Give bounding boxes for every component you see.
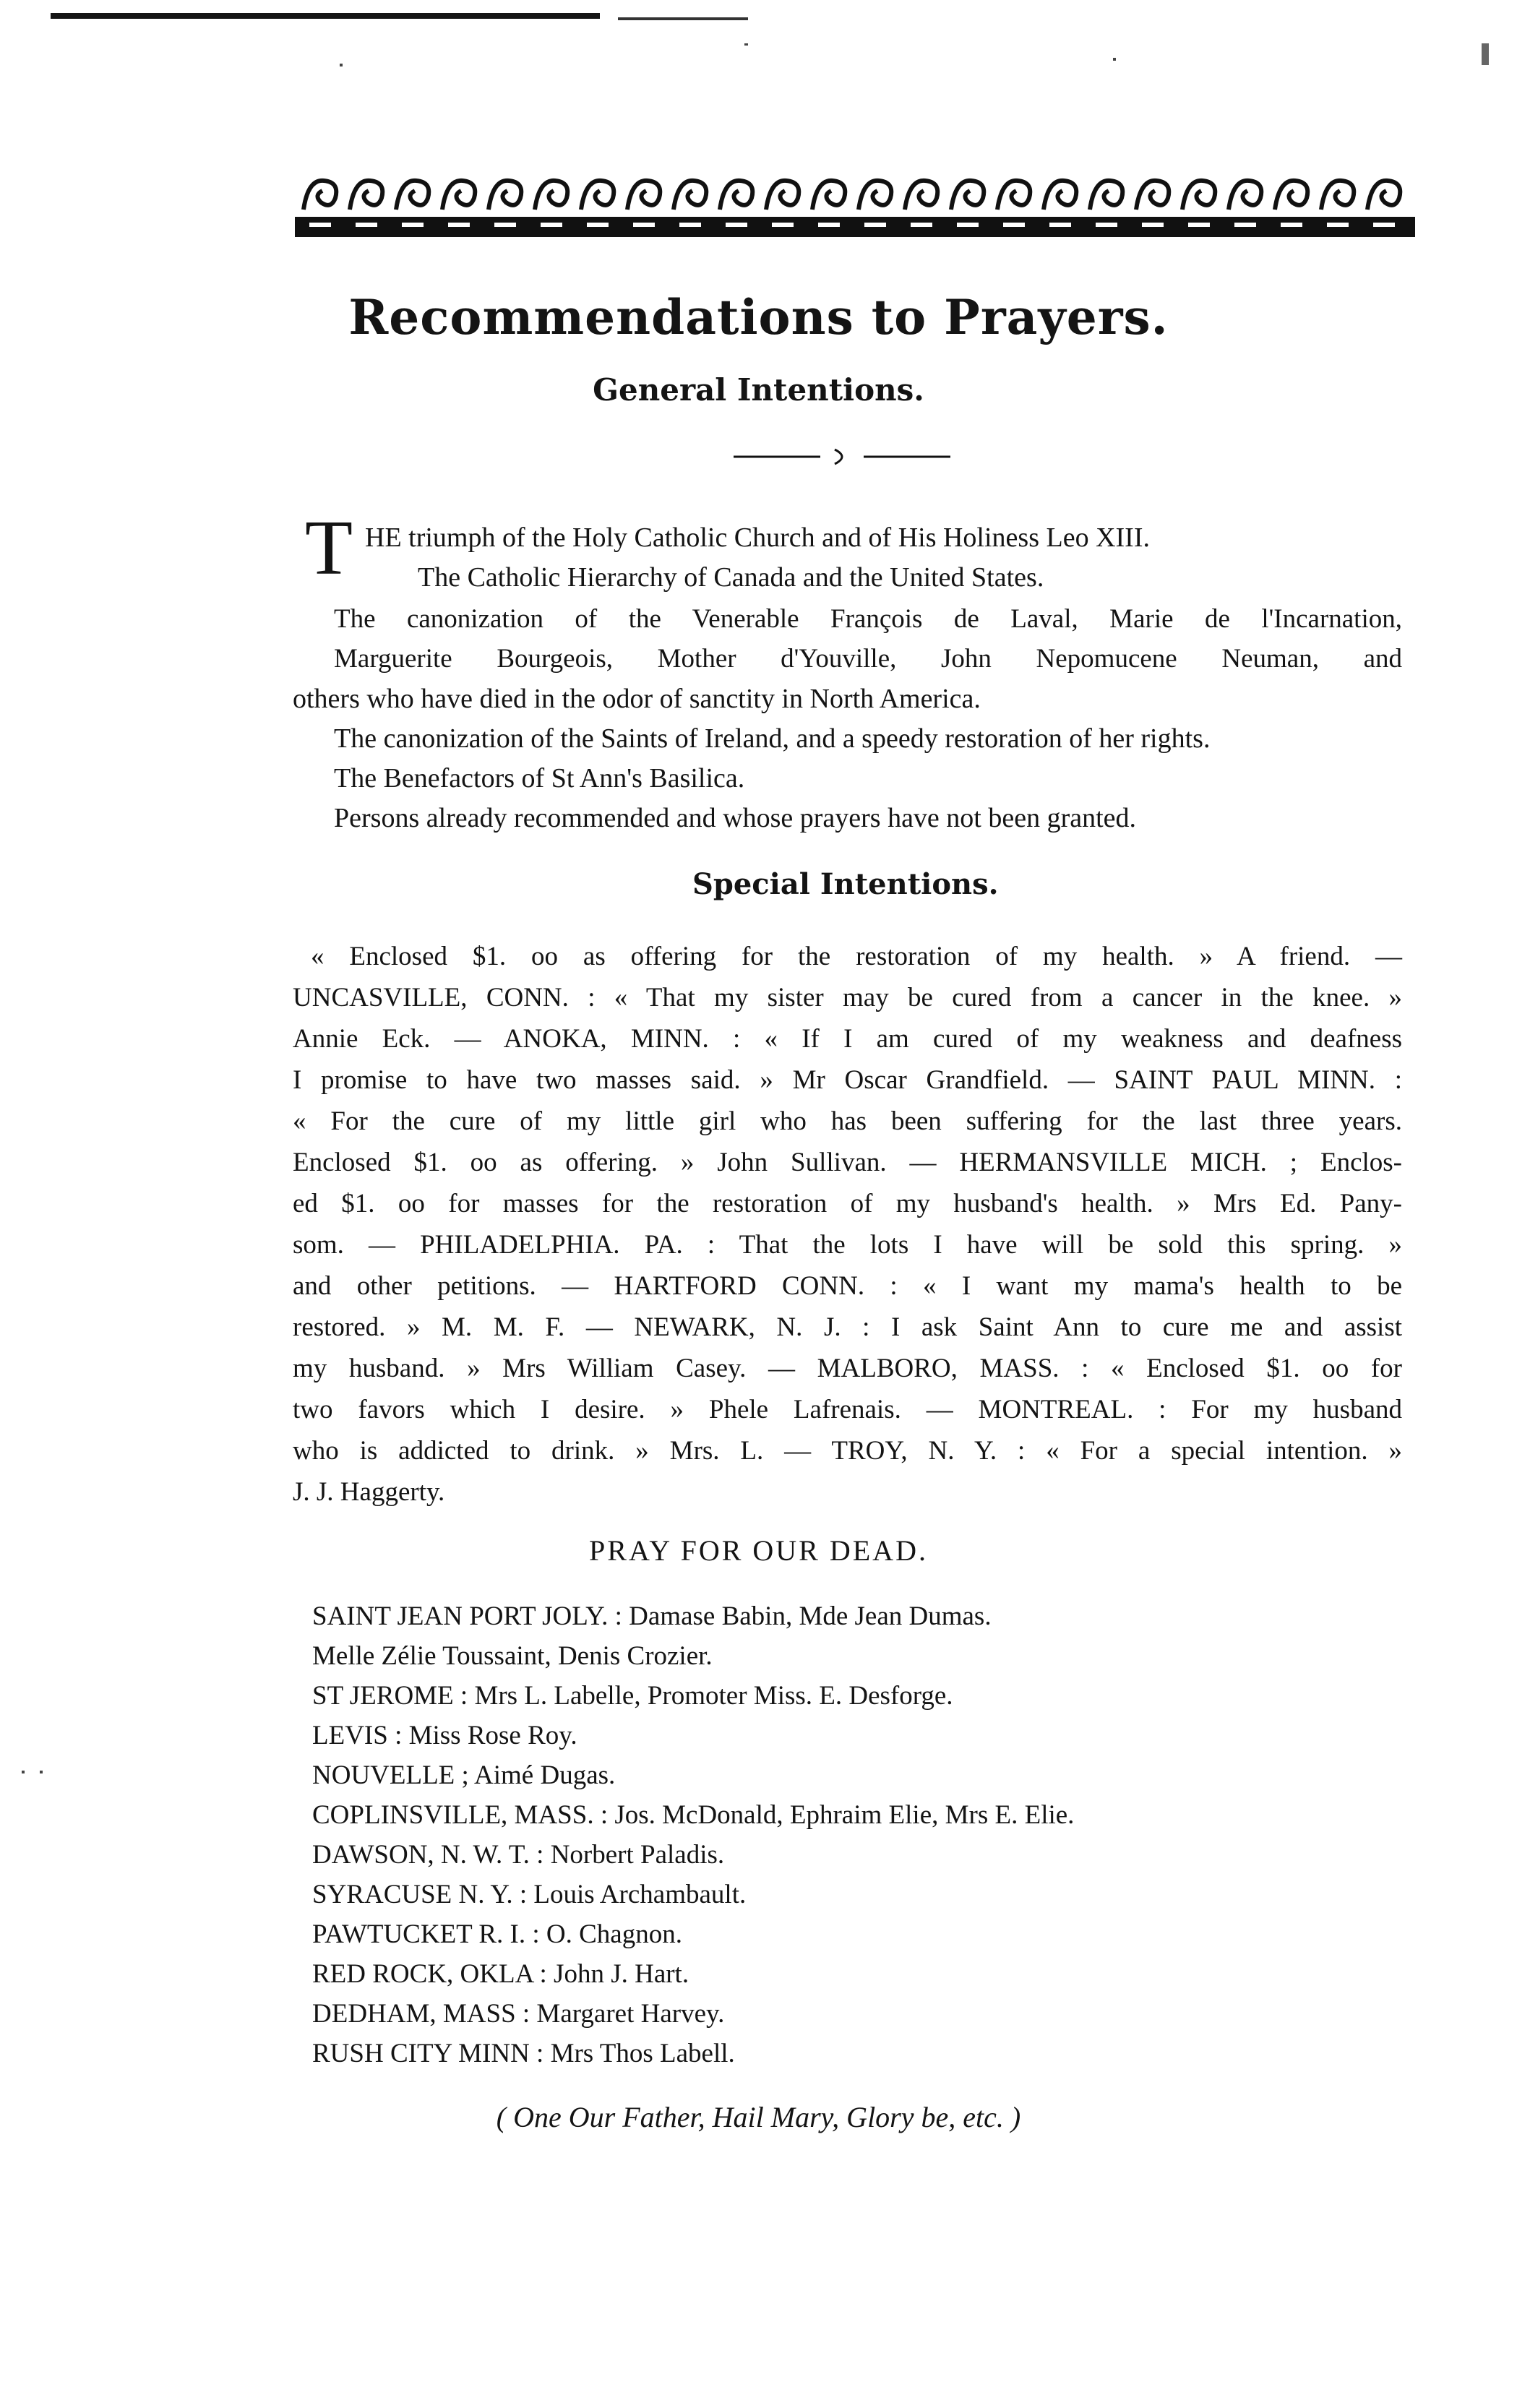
special-line: UNCASVILLE, CONN. : « That my sister may be cured from a cancer in the knee. » [293,983,1402,1012]
ornament-border-icon [295,166,1415,246]
speck [744,43,748,46]
dead-entry: Melle Zélie Toussaint, Denis Crozier. [312,1641,713,1671]
ornament-scroll [396,181,429,210]
special-line: restored. » M. M. F. — NEWARK, N. J. : I ask Saint Ann to cure me and assist [293,1312,1402,1342]
dead-entry: RED ROCK, OKLA : John J. Hart. [312,1959,689,1989]
ornament-scroll [766,181,799,210]
ornament-notch [957,223,979,227]
ornament-notch [864,223,886,227]
ornament-notch [587,223,609,227]
special-line: my husband. » Mrs William Casey. — MALBORO, MASS. : « Enclosed $1. oo for [293,1354,1402,1383]
ornament-scroll [812,181,845,210]
general-line: The canonization of the Venerable François de Laval, Marie de l'Incarnation, [334,604,1402,634]
section-heading-dead: PRAY FOR OUR DEAD. [589,1534,928,1567]
closing-prayer: ( One Our Father, Hail Mary, Glory be, etc. ) [496,2101,1021,2133]
speck [340,64,343,66]
general-line: Persons already recommended and whose prayers have not been granted. [334,803,1137,833]
ornament-notch [1234,223,1256,227]
ornament-notch [1281,223,1302,227]
ornament-scroll [905,181,937,210]
drop-cap: T [305,505,353,591]
top-rule-secondary [618,17,748,20]
ornament-scroll [1090,181,1122,210]
dead-entry: NOUVELLE ; Aimé Dugas. [312,1760,616,1790]
special-line: I promise to have two masses said. » Mr Oscar Grandfield. — SAINT PAUL MINN. : [293,1065,1402,1095]
ornament-scroll [1321,181,1354,210]
speck [40,1771,43,1773]
ornament-scroll [489,181,521,210]
ornament-notch [679,223,701,227]
ornament-notch [726,223,747,227]
special-line: two favors which I desire. » Phele Lafrenais. — MONTREAL. : For my husband [293,1395,1402,1424]
dead-entry: SYRACUSE N. Y. : Louis Archambault. [312,1880,747,1909]
general-line: Marguerite Bourgeois, Mother d'Youville, John Nepomucene Neuman, and [334,644,1402,674]
ornament-scroll [951,181,984,210]
separator-mark-icon [734,442,950,471]
ornament-scroll [674,181,706,210]
general-line: The Benefactors of St Ann's Basilica. [334,763,745,794]
dead-entry: DAWSON, N. W. T. : Norbert Paladis. [312,1840,725,1870]
ornament-scroll [1367,181,1400,210]
ornament-scroll [1182,181,1215,210]
ornament-notch [1327,223,1349,227]
ornament-notch [494,223,516,227]
general-line: HE triumph of the Holy Catholic Church and of His Holiness Leo XIII. [365,523,1150,553]
ornament-notch [1142,223,1164,227]
ornament-scroll [859,181,891,210]
ornament-scroll [997,181,1030,210]
ornament-scroll [1275,181,1307,210]
ornament-notch [633,223,655,227]
general-line: others who have died in the odor of sanctity in North America. [293,684,981,714]
ornament-scroll [1229,181,1261,210]
ornament-scroll [1136,181,1169,210]
ornament-scroll [442,181,475,210]
page-edge-mark [1482,43,1489,65]
special-line: som. — PHILADELPHIA. PA. : That the lots I have will be sold this spring. » [293,1230,1402,1260]
ornament-notch [1003,223,1025,227]
dead-entry: DEDHAM, MASS : Margaret Harvey. [312,1999,725,2029]
dead-entry: RUSH CITY MINN : Mrs Thos Labell. [312,2039,735,2068]
dead-entry: LEVIS : Miss Rose Roy. [312,1721,577,1750]
ornament-notch [772,223,794,227]
ornament-scroll [581,181,614,210]
speck [1113,58,1116,61]
dead-entry: COPLINSVILLE, MASS. : Jos. McDonald, Ephraim Elie, Mrs E. Elie. [312,1800,1075,1830]
ornament-scroll [1044,181,1076,210]
ornament-notch [911,223,932,227]
special-line: and other petitions. — HARTFORD CONN. : « I want my mama's health to be [293,1271,1402,1301]
section-subtitle-general: General Intentions. [593,372,924,408]
ornament-notch [309,223,331,227]
special-line: Annie Eck. — ANOKA, MINN. : « If I am cured of my weakness and deafness [293,1024,1402,1054]
general-line: The Catholic Hierarchy of Canada and the United States. [418,562,1044,593]
ornament-notch [1373,223,1395,227]
special-line: who is addicted to drink. » Mrs. L. — TROY, N. Y. : « For a special intention. » [293,1436,1402,1466]
ornament-notch [1049,223,1071,227]
ornament-scroll [535,181,567,210]
special-line: J. J. Haggerty. [293,1477,445,1507]
ornament-notch [356,223,377,227]
ornament-scroll [720,181,752,210]
ornament-notch [1188,223,1210,227]
dead-entry: SAINT JEAN PORT JOLY. : Damase Babin, Mde Jean Dumas. [312,1601,992,1631]
top-rule [51,13,600,19]
ornament-notch [402,223,424,227]
dead-entry: ST JEROME : Mrs L. Labelle, Promoter Miss. E. Desforge. [312,1681,953,1711]
page-title: Recommendations to Prayers. [348,289,1169,345]
special-line: Enclosed $1. oo as offering. » John Sullivan. — HERMANSVILLE MICH. ; Enclos- [293,1148,1402,1177]
general-line: The canonization of the Saints of Ireland, and a speedy restoration of her rights. [334,723,1211,754]
dead-entry: PAWTUCKET R. I. : O. Chagnon. [312,1919,682,1949]
ornament-notch [541,223,562,227]
ornament-scroll [350,181,382,210]
ornament-scroll [304,181,336,210]
special-line: « For the cure of my little girl who has been suffering for the last three years. [293,1106,1402,1136]
special-line: « Enclosed $1. oo as offering for the restoration of my health. » A friend. — [311,942,1402,971]
ornament-notch [448,223,470,227]
special-line: ed $1. oo for masses for the restoration of my husband's health. » Mrs Ed. Pany- [293,1189,1402,1218]
ornament-notch [1096,223,1117,227]
ornament-scroll [627,181,660,210]
ornament-notch [818,223,840,227]
speck [22,1771,25,1773]
section-heading-special: Special Intentions. [692,867,999,901]
